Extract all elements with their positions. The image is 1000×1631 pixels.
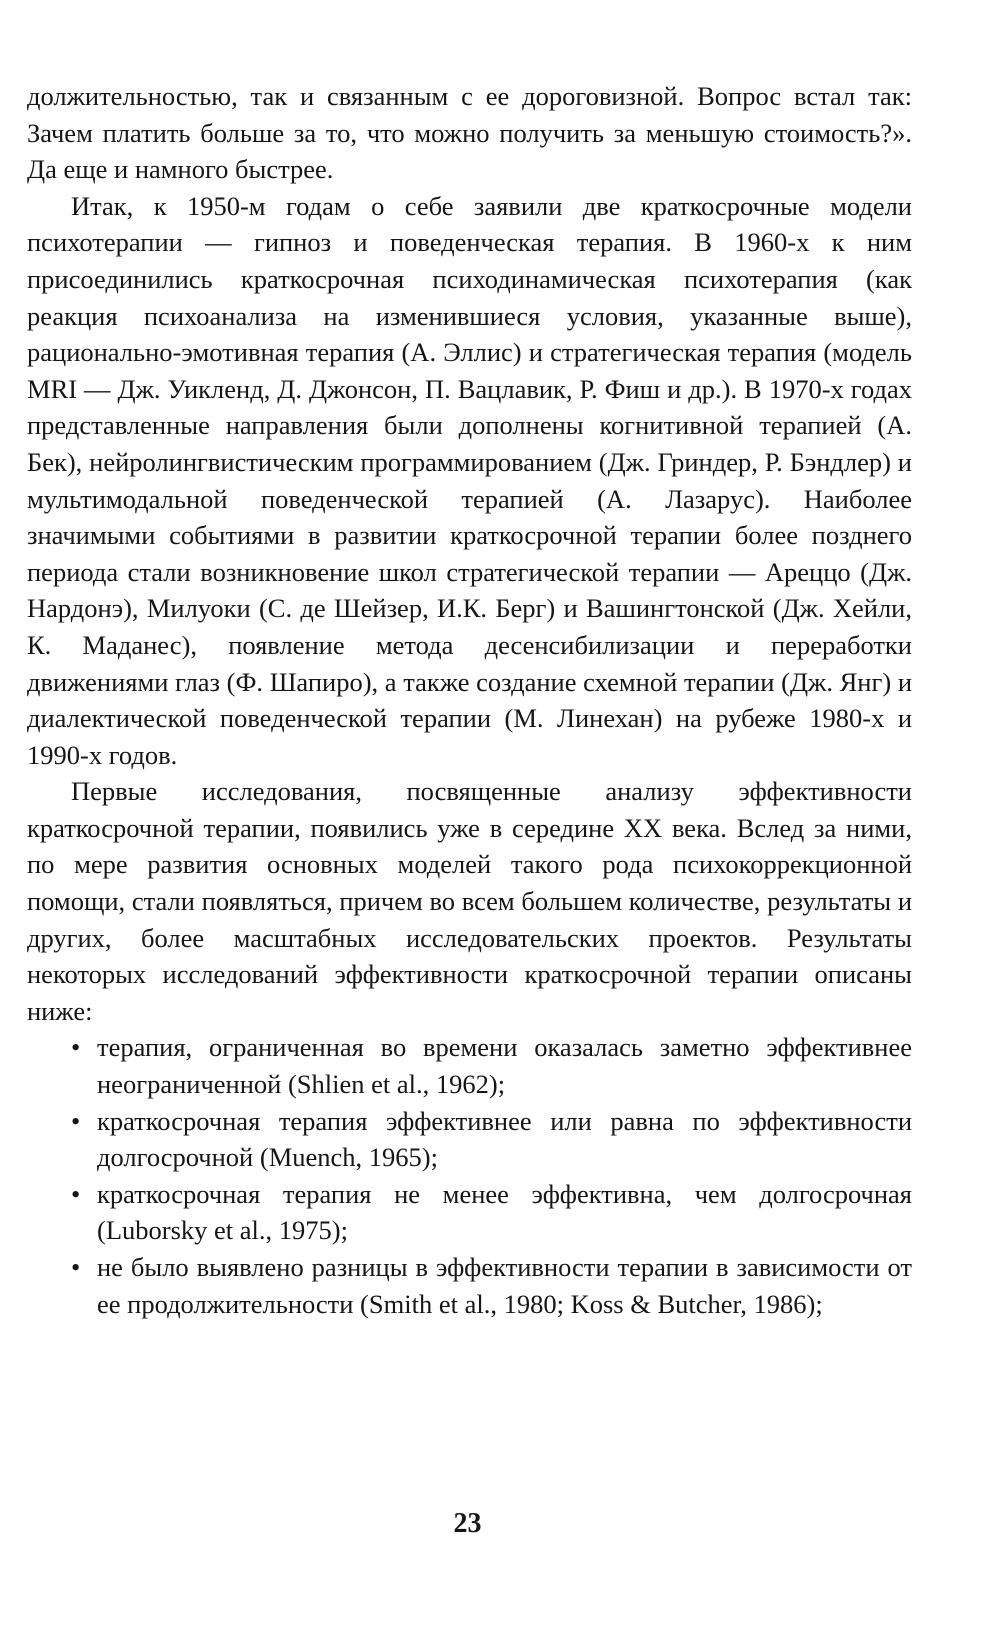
- list-item: [71, 1103, 912, 1176]
- page-body: [27, 78, 912, 1322]
- list-item: [71, 1176, 912, 1249]
- bullet-icon: •: [71, 1032, 81, 1063]
- paragraph-continuation: должительностью, так и связанным с ее дороговизной. Вопрос встал так: Зачем платить больше за то, что можно получить за меньшую стоимость?». Да еще и намного быстрее.: [27, 81, 912, 185]
- list-item-text: краткосрочная терапия не менее эффективна, чем долгосрочная (Luborsky et al., 1975);: [97, 1178, 912, 1246]
- page-number: 23: [453, 1508, 482, 1539]
- bullet-icon: •: [71, 1252, 81, 1282]
- bullet-icon: •: [71, 1178, 81, 1209]
- bullet-icon: •: [71, 1105, 81, 1136]
- paragraph-research: Первые исследования, посвященные анализу эффективности краткосрочной терапии, появились уже в середине XX века. Вслед за ними, по мере развития основных моделей такого рода психокоррекционной помощи, стали появляться, причем во всем большем количестве, результаты и других, более масштабных исследовательских проектов. Результаты некоторых исследований эффективности краткосрочной терапии описаны ниже:: [27, 776, 912, 1026]
- list-item: [71, 1249, 912, 1322]
- findings-list: [27, 1029, 912, 1322]
- list-item: [71, 1029, 912, 1102]
- list-item-text: не было выявлено разницы в эффективности терапии в зависимости от ее продолжительности (Smith et al., 1980; Koss & Butcher, 1986);: [97, 1252, 912, 1319]
- list-item-text: терапия, ограниченная во времени оказалась заметно эффективнее неограниченной (Shlien et al., 1962);: [97, 1032, 912, 1100]
- paragraph-history: Итак, к 1950-м годам о себе заявили две краткосрочные модели психотерапии — гипноз и поведенческая терапия. В 1960-х к ним присоединились краткосрочная психодинамическая психотерапия (как реакция психоанализа на изменившиеся условия, указанные выше), рационально-эмотивная терапия (А. Эллис) и стратегическая терапия (модель MRI — Дж. Уикленд, Д. Джонсон, П. Вацлавик, Р. Фиш и др.). В 1970-х годах представленные направления были дополнены когнитивной терапией (А. Бек), нейролингвистическим программированием (Дж. Гриндер, Р. Бэндлер) и мультимодальной поведенческой терапией (А. Лазарус). Наиболее значимыми событиями в развитии краткосрочной терапии более позднего периода стали возникновение школ стратегической терапии — Ареццо (Дж. Нардонэ), Милуоки (С. де Шейзер, И.К. Берг) и Вашингтонской (Дж. Хейли, К. Маданес), появление метода десенсибилизации и переработки движениями глаз (Ф. Шапиро), а также создание схемной терапии (Дж. Янг) и диалектической поведенческой терапии (М. Линехан) на рубеже 1980-х и 1990-х годов.: [27, 190, 912, 770]
- list-item-text: краткосрочная терапия эффективнее или равна по эффективности долгосрочной (Muench, 1965);: [97, 1105, 912, 1173]
